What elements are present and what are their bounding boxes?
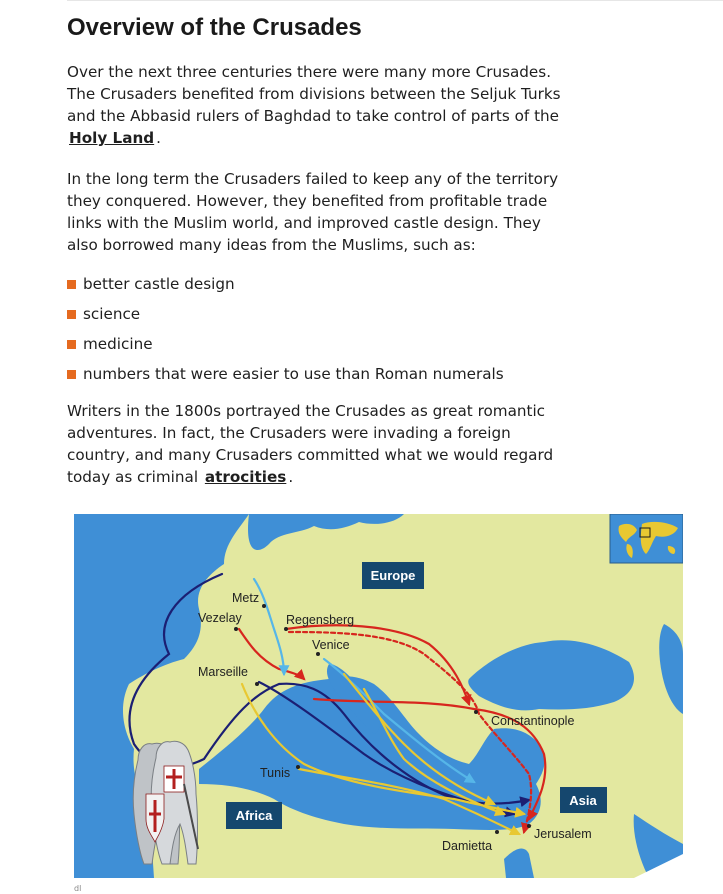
page-title: Overview of the Crusades [67,14,362,41]
city-label-metz: Metz [232,591,260,605]
city-label-venice: Venice [312,638,350,652]
list-item: science [67,302,504,332]
city-label-tunis: Tunis [260,766,291,780]
city-dot-regensberg [284,627,288,631]
city-label-jerusalem: Jerusalem [534,827,592,841]
city-label-regensberg: Regensberg [286,613,355,627]
list-item: medicine [67,332,504,362]
crusades-route-map [74,514,683,878]
holy-land-link[interactable]: Holy Land [69,129,155,147]
city-dot-damietta [495,830,499,834]
map-svg [74,514,683,878]
ideas-list [67,272,504,392]
region-label-asia: Asia [569,793,597,808]
city-dot-jerusalem [527,824,531,828]
world-inset [610,514,683,563]
knights-illustration-icon [133,741,198,864]
city-dot-constantinople [474,710,478,714]
city-label-constantinople: Constantinople [491,714,575,728]
city-dot-vezelay [234,627,238,631]
paragraph-1-text: Over the next three centuries there were many more Crusades. The Crusaders benefited from divisions between the Seljuk Turks and the Abbasid rulers of Baghdad to take control of parts of the [67,63,561,125]
city-dot-venice [316,652,320,656]
atrocities-link[interactable]: atrocities [204,468,287,486]
paragraph-2 [67,168,567,256]
paragraph-1: Over the next three centuries there were many more Crusades. The Crusaders benefited from divisions between the Seljuk Turks and the Abbasid rulers of Baghdad to take control of parts of the Holy Land . [67,63,561,147]
paragraph-2-text: In the long term the Crusaders failed to keep any of the territory they conquered. However, they benefited from profitable trade links with the Muslim world, and improved castle design. They also borrowed many ideas from the Muslims, such as: [67,170,559,254]
list-item: better castle design [67,272,504,302]
city-label-marseille: Marseille [198,665,249,679]
city-label-vezelay: Vezelay [198,611,242,625]
paragraph-3: Writers in the 1800s portrayed the Crusades as great romantic adventures. In fact, the Crusaders were invading a foreign country, and many Crusaders committed what we would regard today as criminal atrocities . [67,402,554,486]
footnote: dl [74,884,82,893]
city-label-damietta: Damietta [442,839,493,853]
top-divider [67,0,723,1]
list-item: numbers that were easier to use than Roman numerals [67,362,504,392]
city-dot-metz [262,604,266,608]
city-dot-marseille [255,682,259,686]
paragraph-3-text: Writers in the 1800s portrayed the Crusades as great romantic adventures. In fact, the Crusaders were invading a foreign country, and many Crusaders committed what we would regard today as criminal [67,402,554,486]
region-label-africa: Africa [235,808,273,823]
city-dot-tunis [296,765,300,769]
region-label-europe: Europe [370,568,416,583]
